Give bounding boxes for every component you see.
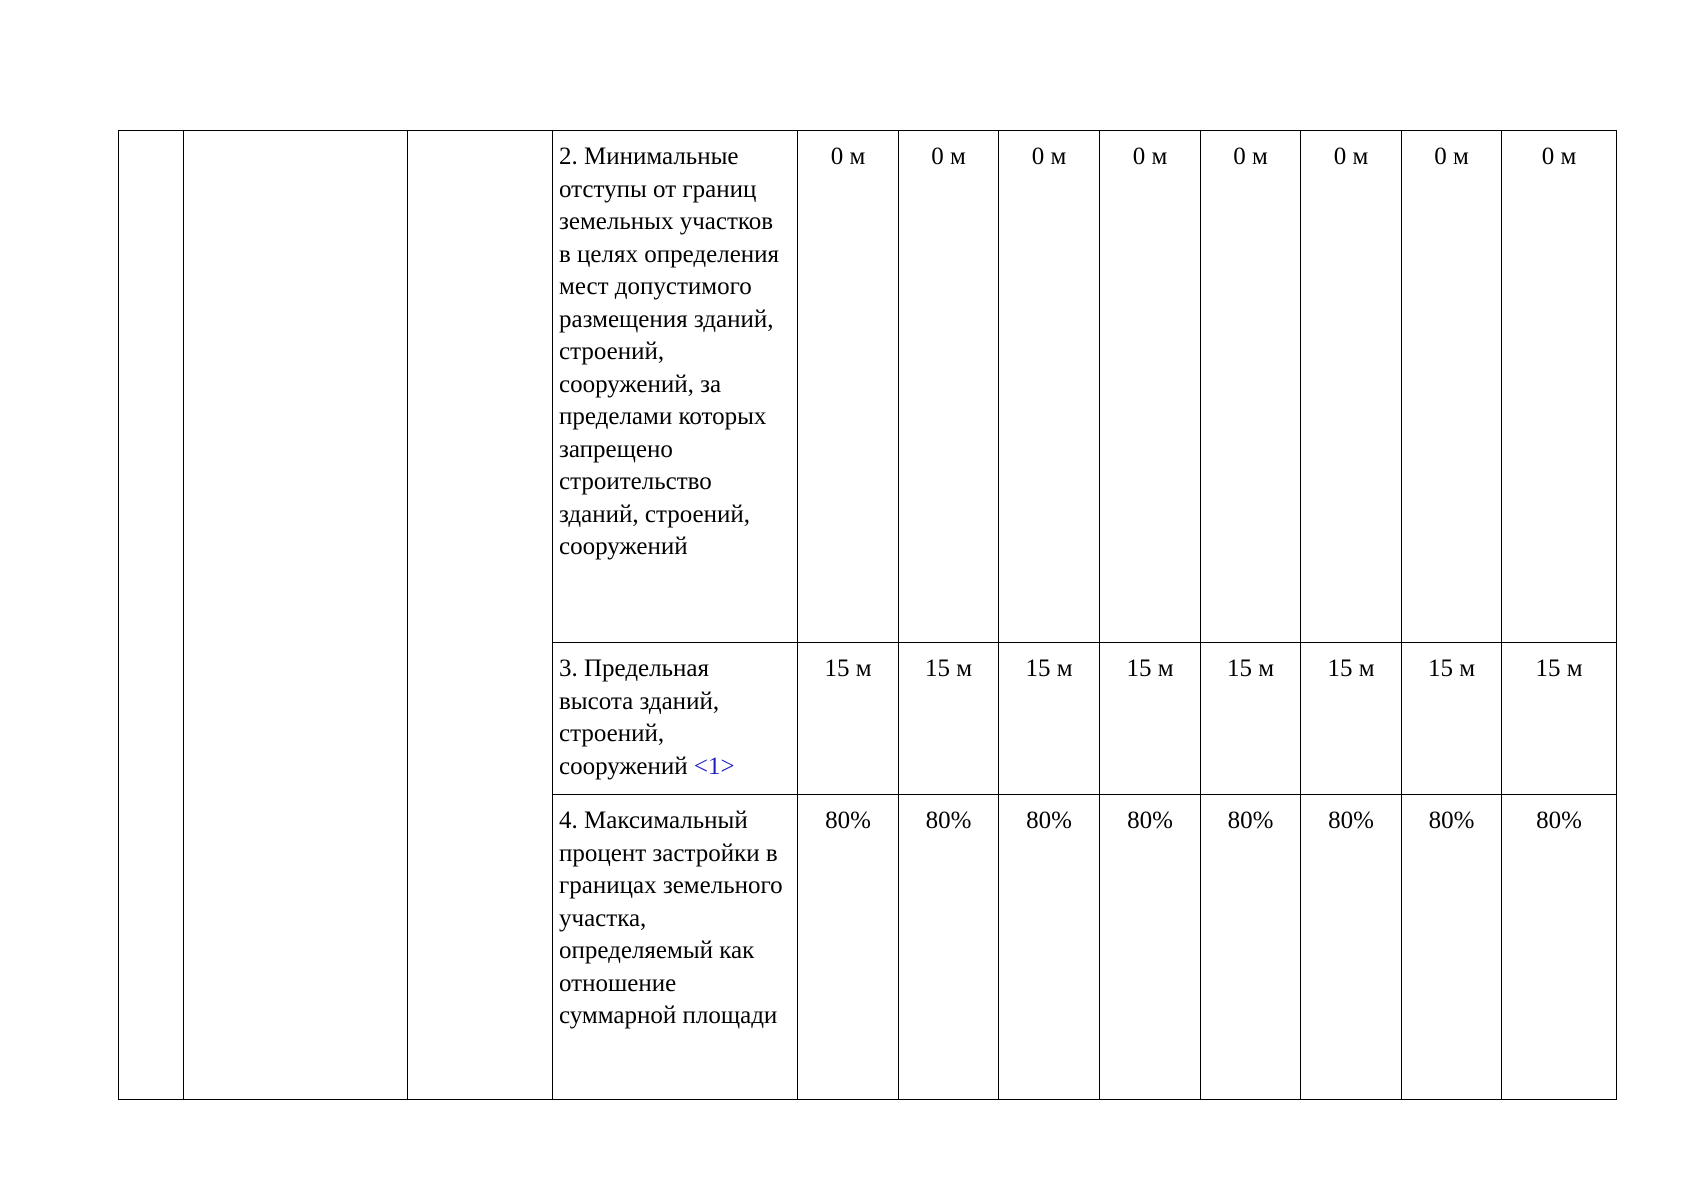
value-cell: 80% [1502,795,1617,1100]
value-cell: 80% [1402,795,1502,1100]
value-cell: 80% [1201,795,1301,1100]
value-cell: 0 м [798,131,899,643]
table-row [119,131,1617,643]
value-cell: 0 м [1502,131,1617,643]
value-cell: 0 м [1201,131,1301,643]
value-cell: 15 м [899,643,999,795]
value-cell: 15 м [1301,643,1402,795]
value-cell: 15 м [1100,643,1201,795]
parameter-text: 4. Максимальный процент застройки в границах земельного участка, определяемый как отношение суммарной площади [559,807,783,1029]
value-cell: 0 м [1100,131,1201,643]
parameter-cell [553,643,798,795]
value-cell: 80% [999,795,1100,1100]
value-cell: 0 м [1301,131,1402,643]
empty-cell-col2 [184,131,408,1100]
empty-cell-col3 [408,131,553,1100]
value-cell: 0 м [1402,131,1502,643]
value-cell: 15 м [798,643,899,795]
regulations-table [118,130,1617,1100]
parameter-text: 3. Предельная высота зданий, строений, сооружений [559,655,720,780]
value-cell: 15 м [1201,643,1301,795]
value-cell: 0 м [999,131,1100,643]
footnote-link[interactable]: <1> [693,752,735,780]
value-cell: 15 м [1502,643,1617,795]
value-cell: 80% [1100,795,1201,1100]
empty-cell-col1 [119,131,184,1100]
value-cell: 80% [798,795,899,1100]
parameter-cell [553,131,798,643]
value-cell: 80% [899,795,999,1100]
parameter-cell [553,795,798,1100]
value-cell: 80% [1301,795,1402,1100]
value-cell: 0 м [899,131,999,643]
value-cell: 15 м [1402,643,1502,795]
value-cell: 15 м [999,643,1100,795]
parameter-text: 2. Минимальные отступы от границ земельных участков в целях определения мест допустимого размещения зданий, строений, сооружений, за пределами которых запрещено строительство зданий, строений, сооружений [559,143,780,560]
